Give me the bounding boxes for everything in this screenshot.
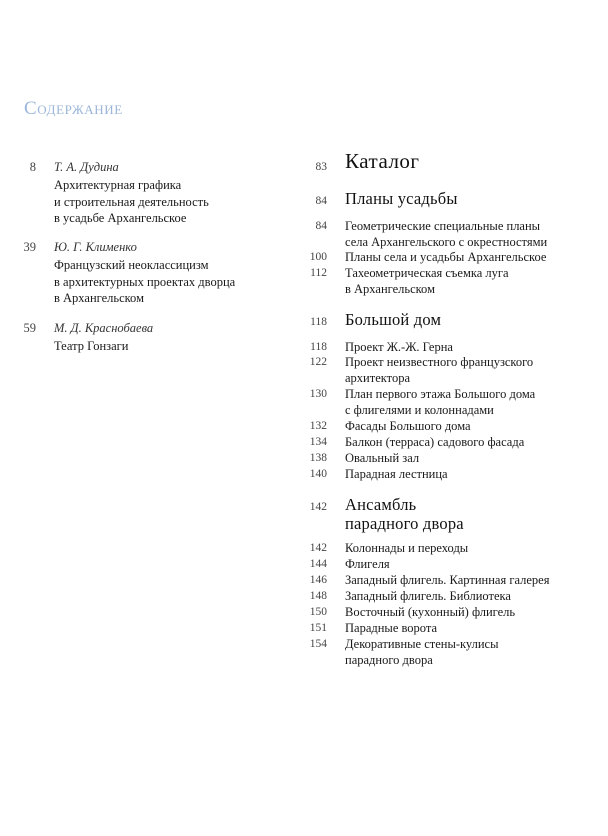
item-page-number: 154 [309, 638, 327, 650]
item-page-number: 130 [309, 388, 327, 400]
item-title: Овальный зал [345, 451, 420, 465]
catalog-title: Каталог [345, 149, 420, 173]
item-title: Проект Ж.-Ж. Герна [345, 340, 453, 354]
item-title: Фасады Большого дома [345, 419, 471, 433]
item-page-number: 138 [309, 452, 327, 464]
item-page-number: 112 [310, 267, 327, 279]
item-page-number: 150 [309, 606, 327, 618]
item-page-number: 146 [309, 574, 327, 586]
item-title: Парадные ворота [345, 621, 438, 635]
item-page-number: 142 [309, 542, 327, 554]
item-title: План первого этажа Большого дома с флигелями и колоннадами [345, 387, 536, 417]
catalog-page-number: 83 [315, 161, 327, 173]
article-author: М. Д. Краснобаева [54, 321, 154, 335]
article-title: Театр Гонзаги [54, 339, 129, 353]
item-title: Восточный (кухонный) флигель [345, 605, 516, 619]
article-author: Ю. Г. Клименко [54, 240, 137, 254]
article-page-number: 59 [23, 321, 36, 335]
section-page-number: 118 [310, 316, 327, 328]
item-title: Проект неизвестного французского архитектора [345, 355, 534, 385]
section-page-number: 142 [309, 501, 327, 513]
toc-heading: Содержание [24, 98, 123, 119]
item-page-number: 132 [309, 420, 327, 432]
item-title: Тахеометрическая съемка луга в Архангельском [345, 266, 509, 296]
article-author: Т. А. Дудина [54, 160, 119, 174]
item-title: Западный флигель. Картинная галерея [345, 573, 550, 587]
item-page-number: 148 [309, 590, 327, 602]
article-page-number: 39 [23, 240, 36, 254]
item-page-number: 134 [309, 436, 327, 448]
item-page-number: 151 [309, 622, 327, 634]
section-page-number: 84 [315, 195, 327, 207]
item-title: Флигеля [345, 557, 390, 571]
article-page-number: 8 [29, 160, 36, 174]
section-title: Планы усадьбы [345, 189, 458, 208]
section-title: Ансамбль парадного двора [345, 495, 464, 533]
section-title: Большой дом [345, 310, 442, 329]
item-title: Геометрические специальные планы села Архангельского с окрестностями [345, 219, 548, 249]
item-title: Парадная лестница [345, 467, 448, 481]
item-page-number: 140 [309, 468, 327, 480]
item-page-number: 84 [315, 220, 327, 232]
item-page-number: 144 [309, 558, 327, 570]
item-title: Декоративные стены-кулисы парадного двора [345, 637, 499, 667]
item-page-number: 100 [309, 251, 327, 263]
item-title: Балкон (терраса) садового фасада [345, 435, 525, 449]
item-page-number: 118 [310, 341, 327, 353]
item-title: Колоннады и переходы [345, 541, 469, 555]
item-title: Планы села и усадьбы Архангельское [345, 250, 547, 264]
item-title: Западный флигель. Библиотека [345, 589, 511, 603]
article-title: Французский неоклассицизм в архитектурных проектах дворца в Архангельском [54, 258, 236, 305]
article-title: Архитектурная графика и строительная деятельность в усадьбе Архангельское [54, 178, 209, 225]
item-page-number: 122 [309, 356, 327, 368]
